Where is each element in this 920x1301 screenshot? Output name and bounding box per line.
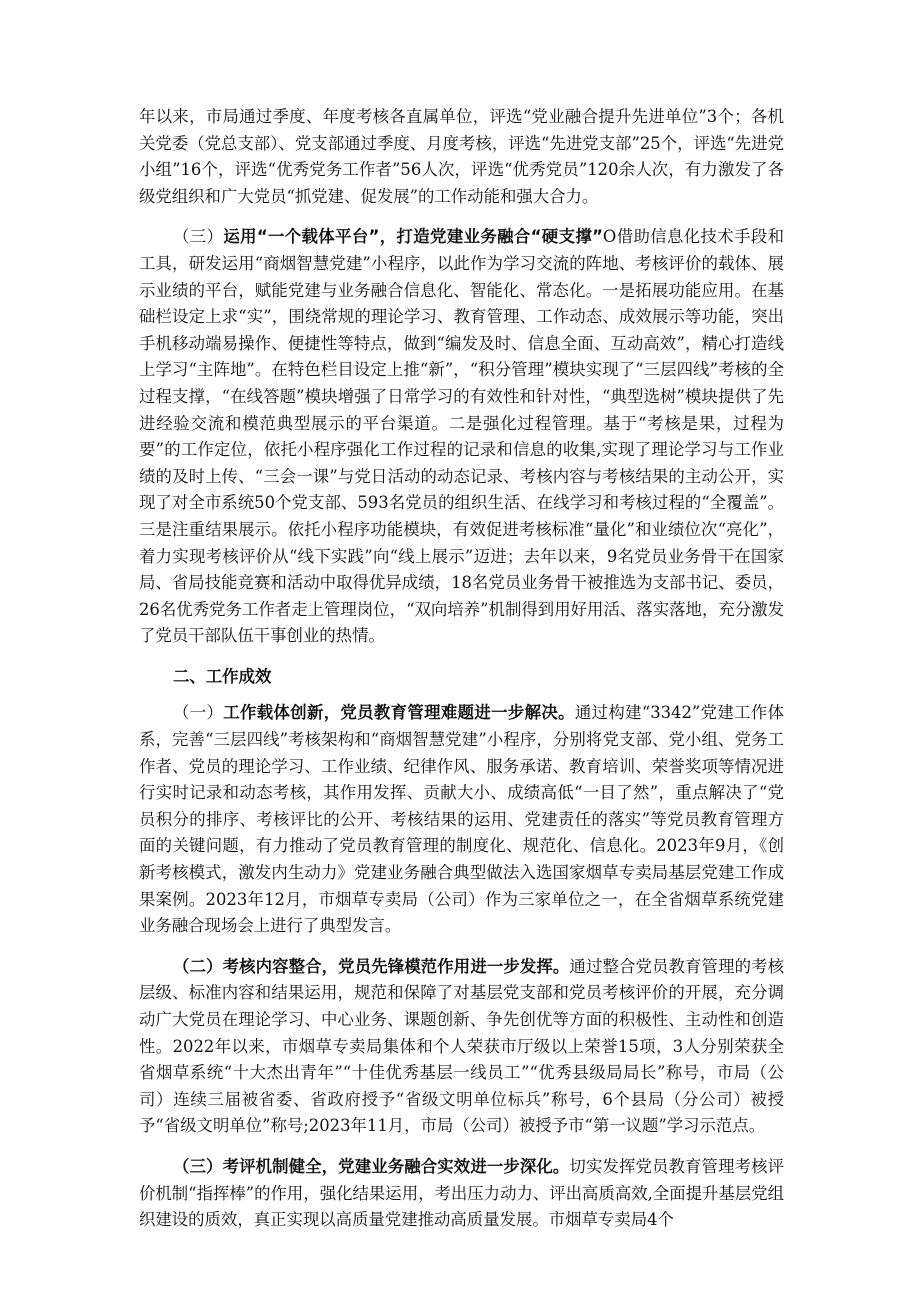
section-heading-work-results: 二、工作成效 [173,666,272,686]
paragraph-carrier-platform [139,224,784,650]
paragraph-1: 年以来，市局通过季度、年度考核各直属单位，评选“党业融合提升先进单位”3个；各机关党委（党总支部）、党支部通过季度、月度考核，评选“先进党支部”25个，评选“先进党小组”16个，评选“优秀党务工作者”56人次，评选“优秀党员”120余人次，有力激发了各级党组织和广大党员“抓党建、促发展”的工作动能和强大合力。 [139,107,784,206]
paragraph-lead: （三） [173,1156,223,1176]
paragraph-lead: （三） [173,227,224,247]
paragraph-body: O借助信息化技术手段和工具，研发运用“商烟智慧党建”小程序，以此作为学习交流的阵地、考核评价的载体、展示业绩的平台，赋能党建与业务融合信息化、智能化、常态化。一是拓展功能应用。在基础栏设定上求“实”，围绕常规的理论学习、教育管理、工作动态、成效展示等功能，突出手机移动端易操作、便捷性等特点，做到“编发及时、信息全面、互动高效”，精心打造线上学习“主阵地”。在特色栏目设定上推“新”，“积分管理”模块实现了“三层四线”考核的全过程支撑，“在线答题”模块增强了日常学习的有效性和针对性，“典型选树”模块提供了先进经验交流和模范典型展示的平台渠道。二是强化过程管理。基于“考核是果，过程为要”的工作定位，依托小程序强化工作过程的记录和信息的收集,实现了理论学习与工作业绩的及时上传、“三会一课”与党日活动的动态记录、考核内容与考核结果的主动公开，实现了对全市系统50个党支部、593名党员的组织生活、在线学习和考核过程的“全覆盖”。三是注重结果展示。依托小程序功能模块，有效促进考核标准“量化”和业绩位次“亮化”，着力实现考核评价从“线下实践”向“线上展示”迈进；去年以来，9名党员业务骨干在国家局、省局技能竞赛和活动中取得优异成绩，18名党员业务骨干被推选为支部书记、委员，26名优秀党务工作者走上管理岗位，“双向培养”机制得到用好用活、落实落地，充分激发了党员干部队伍干事创业的热情。 [139,227,785,646]
document-page [139,104,784,1248]
paragraph-body: 通过整合党员教育管理的考核层级、标准内容和结果运用，规范和保障了对基层党支部和党员考核评价的开展，充分调动广大党员在理论学习、中心业务、课题创新、争先创优等方面的积极性、主动性和创造性。2022年以来，市烟草专卖局集体和个人荣获市厅级以上荣誉15项，3人分别荣获全省烟草系统“十大杰出青年”“十佳优秀基层一线员工”“优秀县级局局长”称号，市局（公司）连续三届被省委、省政府授予“省级文明单位标兵”称号，6个县局（分公司）被授予“省级文明单位”称号;2023年11月，市局（公司）被授予市“第一议题”学习示范点。 [139,956,785,1136]
paragraph-work-carrier [139,700,784,939]
paragraph-body: 通过构建“3342”党建工作体系，完善“三层四线”考核架构和“商烟智慧党建”小程序，分别将党支部、党小组、党务工作者、党员的理论学习、工作业绩、纪律作风、服务承诺、教育培训、荣誉奖项等情况进行实时记录和动态考核，其作用发挥、贡献大小、成绩高低“一目了然”，重点解决了“党员积分的排序、考核评比的公开、考核结果的运用、党建责任的落实”等党员教育管理方面的关键问题，有力推动了党员教育管理的制度化、规范化、信息化。2023年9月，《创新考核模式，激发内生动力》党建业务融合典型做法入选国家烟草专卖局基层党建工作成果案例。2023年12月，市烟草专卖局（公司）作为三家单位之一，在全省烟草系统党建业务融合现场会上进行了典型发言。 [139,703,785,936]
paragraph-assessment-content [139,954,784,1140]
paragraph-lead: （一） [173,703,224,723]
paragraph-evaluation-mechanism [139,1154,784,1234]
paragraph-heading: 考评机制健全，党建业务融合实效进一步深化。 [222,1156,570,1176]
paragraph-heading: 考核内容整合，党员先锋模范作用进一步发挥。 [222,956,570,976]
paragraph-body: 切实发挥党员教育管理考核评价机制“指挥棒”的作用，强化结果运用，考出压力动力、评出高质高效,全面提升基层党组织建设的质效，真正实现以高质量党建推动高质量发展。市烟草专卖局4个 [139,1156,785,1230]
paragraph-heading: 工作载体创新，党员教育管理难题进一步解决。 [223,703,575,723]
paragraph-heading: 运用“一个载体平台”，打造党建业务融合“硬支撑” [223,227,603,247]
paragraph-lead: （二） [173,956,223,976]
